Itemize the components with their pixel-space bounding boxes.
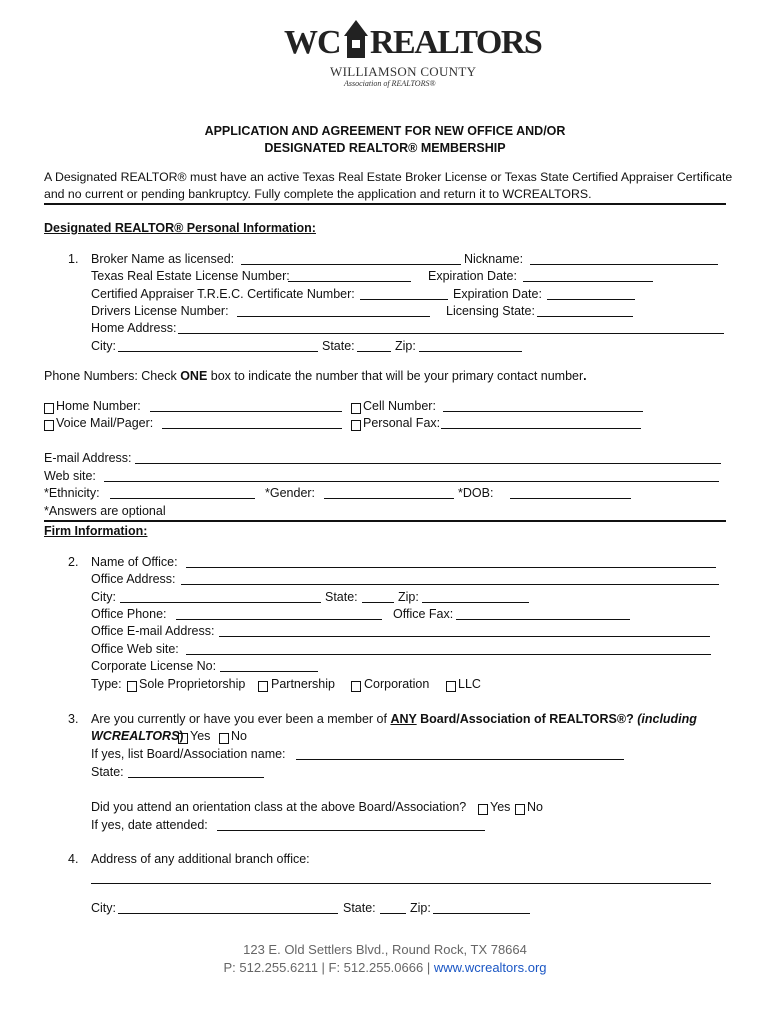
zip-field[interactable] xyxy=(419,338,522,352)
nickname-field[interactable] xyxy=(530,251,718,265)
divider xyxy=(44,203,726,205)
branch-zip-field[interactable] xyxy=(433,900,530,914)
member-yes-label: Yes xyxy=(190,729,211,743)
gender-field[interactable] xyxy=(324,485,454,499)
corporation-label: Corporation xyxy=(364,677,430,691)
branch-city-label: City: xyxy=(91,901,116,915)
personal-fax-field[interactable] xyxy=(441,415,641,429)
home-address-field[interactable] xyxy=(178,320,724,334)
intro-line1: A Designated REALTOR® must have an active Texas Real Estate Broker License or Texas State Certified Appraiser Certificate xyxy=(44,170,733,184)
firm-state-field[interactable] xyxy=(362,589,394,603)
divider xyxy=(44,520,726,522)
firm-state-label: State: xyxy=(325,590,358,604)
cell-number-label: Cell Number: xyxy=(363,399,436,413)
personal-fax-checkbox[interactable] xyxy=(351,417,362,435)
office-fax-field[interactable] xyxy=(456,606,630,620)
website-field[interactable] xyxy=(104,468,719,482)
logo xyxy=(284,18,542,90)
title-line2: DESIGNATED REALTOR® MEMBERSHIP xyxy=(264,141,506,155)
home-number-label: Home Number: xyxy=(56,399,141,413)
appraiser-cert-label: Certified Appraiser T.R.E.C. Certificate Number: xyxy=(91,287,355,301)
branch-state-field[interactable] xyxy=(380,900,406,914)
voicemail-field[interactable] xyxy=(162,415,342,429)
office-web-field[interactable] xyxy=(186,641,711,655)
licensing-state-label: Licensing State: xyxy=(446,304,535,318)
office-name-field[interactable] xyxy=(186,554,716,568)
zip-label: Zip: xyxy=(395,339,416,353)
broker-name-label: Broker Name as licensed: xyxy=(91,252,235,266)
firm-zip-label: Zip: xyxy=(398,590,419,604)
dob-label: *DOB: xyxy=(458,486,494,500)
office-phone-field[interactable] xyxy=(176,606,382,620)
house-icon xyxy=(342,18,370,58)
partnership-checkbox[interactable] xyxy=(258,678,269,696)
footer-address: 123 E. Old Settlers Blvd., Round Rock, TX 78664 xyxy=(243,942,527,957)
item-number-4: 4. xyxy=(68,852,79,866)
email-label: E-mail Address: xyxy=(44,451,132,465)
membership-question-cont: WCREALTORS) xyxy=(91,729,184,743)
voicemail-checkbox[interactable] xyxy=(44,417,55,435)
website-link[interactable]: www.wcrealtors.org xyxy=(433,960,547,975)
partnership-label: Partnership xyxy=(271,677,335,691)
board-name-label: If yes, list Board/Association name: xyxy=(91,747,286,761)
expiration-field-1[interactable] xyxy=(523,268,653,282)
title-line1: APPLICATION AND AGREEMENT FOR NEW OFFICE AND/OR xyxy=(204,124,566,138)
membership-question: Are you currently or have you ever been a member of ANY Board/Association of REALTORS®? (including xyxy=(91,712,697,726)
sole-proprietorship-label: Sole Proprietorship xyxy=(139,677,246,691)
corporation-checkbox[interactable] xyxy=(351,678,362,696)
office-address-label: Office Address: xyxy=(91,572,176,586)
date-attended-field[interactable] xyxy=(217,817,485,831)
llc-checkbox[interactable] xyxy=(446,678,457,696)
office-phone-label: Office Phone: xyxy=(91,607,167,621)
home-number-checkbox[interactable] xyxy=(44,400,55,418)
logo-line1: WILLIAMSON COUNTY xyxy=(330,64,477,79)
expiration-field-2[interactable] xyxy=(547,286,635,300)
item-number-2: 2. xyxy=(68,555,79,569)
appraiser-cert-field[interactable] xyxy=(360,286,448,300)
board-state-label: State: xyxy=(91,765,124,779)
firm-city-field[interactable] xyxy=(120,589,321,603)
branch-state-label: State: xyxy=(343,901,376,915)
license-number-label: Texas Real Estate License Number: xyxy=(91,269,290,283)
state-field[interactable] xyxy=(357,338,391,352)
orientation-question: Did you attend an orientation class at the above Board/Association? xyxy=(91,800,467,814)
state-label: State: xyxy=(322,339,355,353)
voicemail-label: Voice Mail/Pager: xyxy=(56,416,154,430)
logo-wc: WC xyxy=(284,24,341,61)
personal-fax-label: Personal Fax: xyxy=(363,416,441,430)
expiration-label-1: Expiration Date: xyxy=(428,269,517,283)
nickname-label: Nickname: xyxy=(464,252,524,266)
phone-instructions: Phone Numbers: Check ONE box to indicate the number that will be your primary contact number. xyxy=(44,369,587,383)
ethnicity-field[interactable] xyxy=(110,485,255,499)
license-number-field[interactable] xyxy=(288,268,411,282)
logo-line2: Association of REALTORS® xyxy=(344,79,436,88)
dob-field[interactable] xyxy=(510,485,631,499)
item-number-1: 1. xyxy=(68,252,79,266)
branch-office-field[interactable] xyxy=(91,870,711,884)
cell-number-field[interactable] xyxy=(443,398,643,412)
footer-contact: P: 512.255.6211 | F: 512.255.0666 | www.wcrealtors.org xyxy=(223,960,547,975)
board-name-field[interactable] xyxy=(296,746,624,760)
intro-line2: and no current or pending bankruptcy. Fully complete the application and return it to WCREALTORS. xyxy=(44,187,592,201)
orientation-yes-label: Yes xyxy=(490,800,511,814)
type-label: Type: xyxy=(91,677,122,691)
firm-zip-field[interactable] xyxy=(422,589,529,603)
home-number-field[interactable] xyxy=(150,398,342,412)
email-field[interactable] xyxy=(135,450,721,464)
optional-note: *Answers are optional xyxy=(44,504,166,518)
llc-label: LLC xyxy=(458,677,481,691)
office-name-label: Name of Office: xyxy=(91,555,178,569)
licensing-state-field[interactable] xyxy=(537,303,633,317)
city-label: City: xyxy=(91,339,116,353)
board-state-field[interactable] xyxy=(128,764,264,778)
branch-zip-label: Zip: xyxy=(410,901,431,915)
city-field[interactable] xyxy=(118,338,318,352)
office-email-label: Office E-mail Address: xyxy=(91,624,215,638)
logo-realtors: REALTORS xyxy=(370,24,542,61)
drivers-license-field[interactable] xyxy=(237,303,430,317)
office-address-field[interactable] xyxy=(181,571,719,585)
corp-license-field[interactable] xyxy=(220,658,318,672)
ethnicity-label: *Ethnicity: xyxy=(44,486,100,500)
orientation-no-label: No xyxy=(527,800,543,814)
sole-proprietorship-checkbox[interactable] xyxy=(127,678,138,696)
website-label: Web site: xyxy=(44,469,96,483)
home-address-label: Home Address: xyxy=(91,321,177,335)
drivers-license-label: Drivers License Number: xyxy=(91,304,229,318)
item-number-3: 3. xyxy=(68,712,79,726)
date-attended-label: If yes, date attended: xyxy=(91,818,208,832)
personal-heading: Designated REALTOR® Personal Information: xyxy=(44,221,316,235)
corp-license-label: Corporate License No: xyxy=(91,659,217,673)
expiration-label-2: Expiration Date: xyxy=(453,287,542,301)
office-fax-label: Office Fax: xyxy=(393,607,454,621)
member-no-label: No xyxy=(231,729,247,743)
firm-heading: Firm Information: xyxy=(44,524,148,538)
branch-office-label: Address of any additional branch office: xyxy=(91,852,310,866)
cell-number-checkbox[interactable] xyxy=(351,400,362,418)
orientation-no-checkbox[interactable] xyxy=(515,801,526,819)
office-web-label: Office Web site: xyxy=(91,642,179,656)
firm-city-label: City: xyxy=(91,590,116,604)
office-email-field[interactable] xyxy=(219,623,710,637)
branch-city-field[interactable] xyxy=(118,900,338,914)
gender-label: *Gender: xyxy=(265,486,316,500)
broker-name-field[interactable] xyxy=(241,251,461,265)
